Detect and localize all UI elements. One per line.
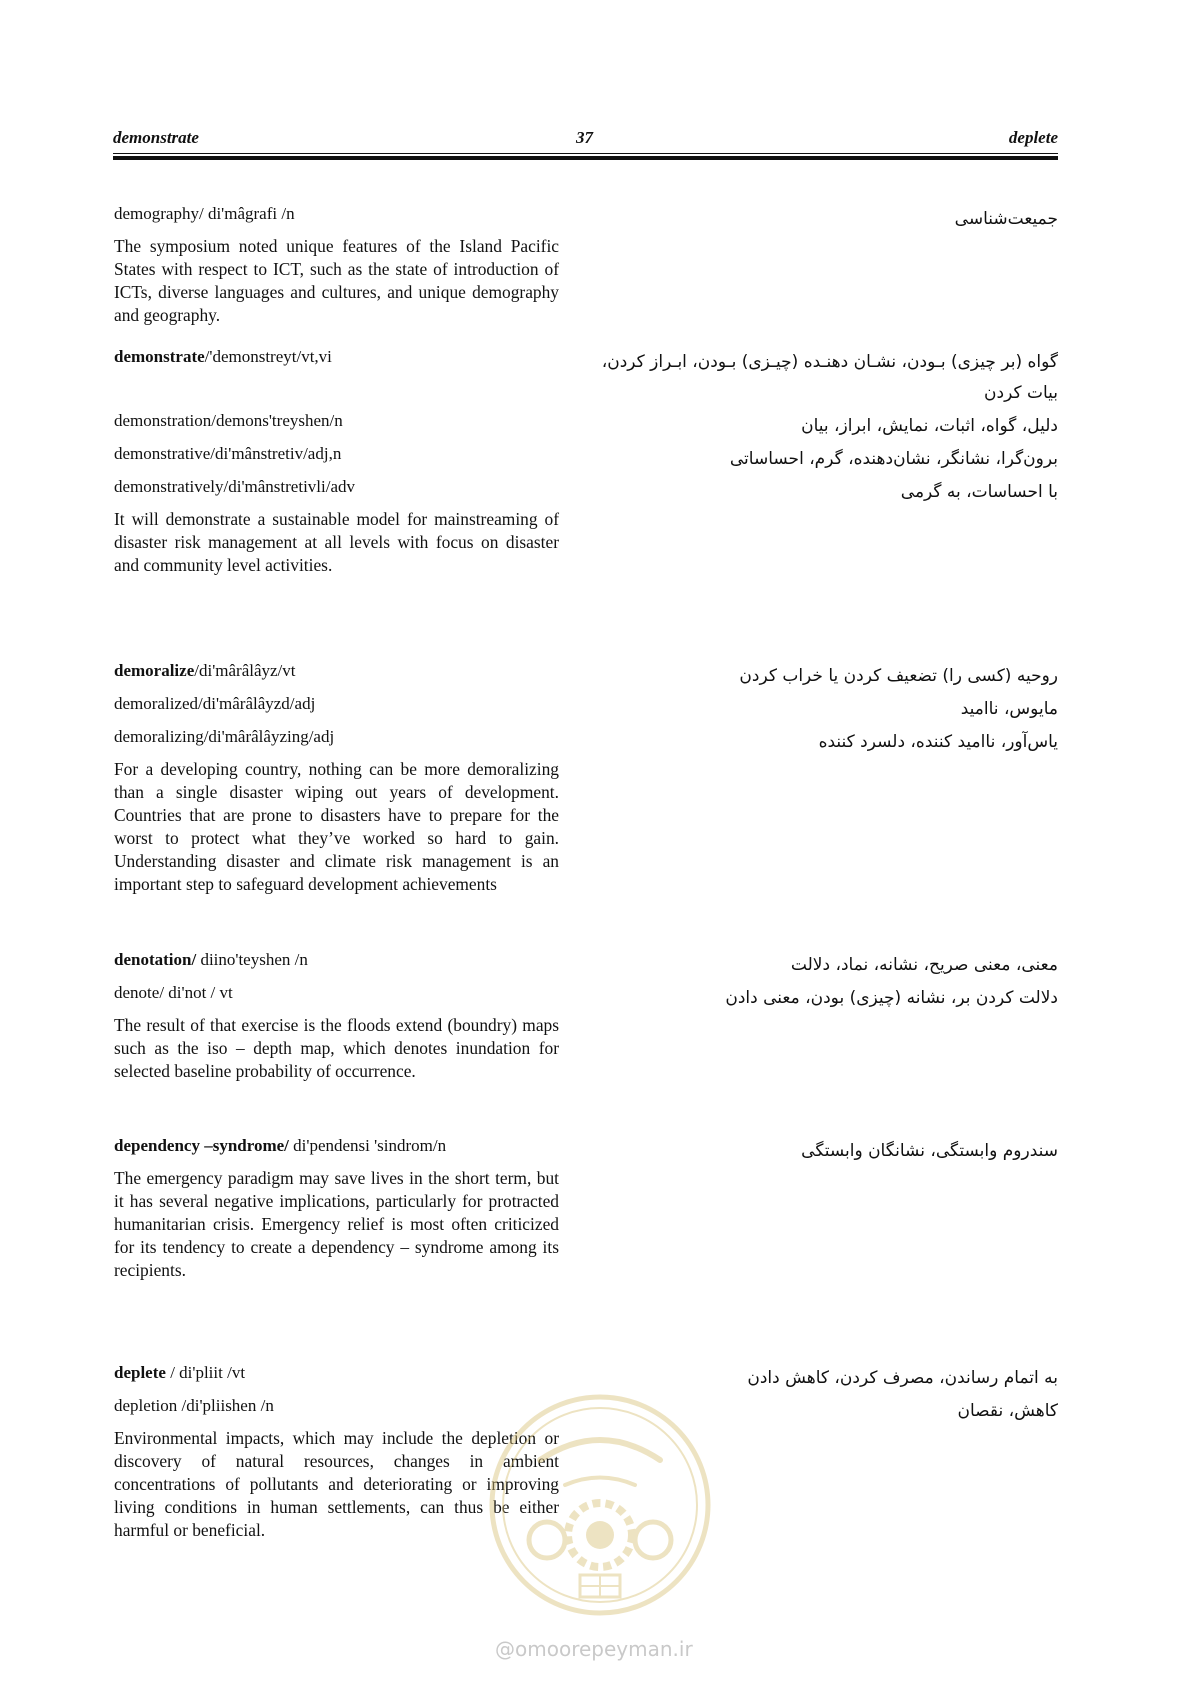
header-last-word: deplete xyxy=(1008,128,1058,147)
persian-definition: یاس‌آور، ناامید کننده، دلسرد کننده xyxy=(818,732,1058,752)
entry-row xyxy=(114,727,1058,760)
entry-row xyxy=(114,477,1058,510)
watermark-site-text: @omoorepeyman.ir xyxy=(495,1637,693,1661)
persian-definition: روحیه (کسی را) تضعیف کردن یا خراب کردن xyxy=(739,666,1058,686)
derived-word: demonstration/demons'treyshen/n xyxy=(114,411,343,430)
example-sentence: The emergency paradigm may save lives in the short term, but it has several negative implications, particularly for protracted humanitarian crisis. Emergency relief is most often criticized for its tendency to create a dependency – syndrome among its recipients. xyxy=(114,1168,559,1280)
derived-word: demoralizing/di'mârâlâyzing/adj xyxy=(114,727,335,746)
derived-word: depletion /di'pliishen /n xyxy=(114,1396,274,1415)
entry-row xyxy=(114,950,1058,983)
entry-row xyxy=(114,444,1058,477)
entry-demography xyxy=(114,204,1058,327)
derived-word: demonstrative/di'mânstretiv/adj,n xyxy=(114,444,342,463)
persian-definition: با احساسات، به گرمی xyxy=(900,482,1058,502)
persian-definition: کاهش، نقصان xyxy=(957,1401,1058,1421)
derived-word: demonstratively/di'mânstretivli/adv xyxy=(114,477,356,496)
headword: dependency –syndrome/ di'pendensi 'sindrom/n xyxy=(114,1136,447,1155)
headword: demography/ di'mâgrafi /n xyxy=(114,204,295,223)
persian-definition: برون‌گرا، نشانگر، نشان‌دهنده، گرم، احساساتی xyxy=(729,449,1058,469)
entry-row xyxy=(114,204,1058,237)
header-rule-thick xyxy=(113,156,1058,160)
headword: denotation/ diino'teyshen /n xyxy=(114,950,308,969)
entry-row xyxy=(114,983,1058,1016)
example-sentence: The result of that exercise is the floods extend (boundry) maps such as the iso – depth map, which denotes inundation for selected baseline probability of occurrence. xyxy=(114,1015,559,1081)
example-sentence: It will demonstrate a sustainable model for mainstreaming of disaster risk management at all levels with focus on disaster and community level activities. xyxy=(114,509,559,575)
header-rule-thin xyxy=(113,153,1058,154)
entry-row xyxy=(114,411,1058,444)
persian-definition: سندروم وابستگی، نشانگان وابستگی xyxy=(801,1141,1058,1161)
headword: deplete / di'pliit /vt xyxy=(114,1363,246,1382)
persian-definition: به اتمام رساندن، مصرف کردن، کاهش دادن xyxy=(747,1368,1058,1388)
entry-demonstrate xyxy=(114,347,1058,577)
header-first-word: demonstrate xyxy=(113,128,199,147)
derived-word: demoralized/di'mârâlâyzd/adj xyxy=(114,694,316,713)
entry-row xyxy=(114,1136,1058,1169)
headword: demonstrate/'demonstreyt/vt,vi xyxy=(114,347,332,366)
derived-word: denote/ di'not / vt xyxy=(114,983,233,1002)
example-sentence: For a developing country, nothing can be more demoralizing than a single disaster wiping out years of development. Countries that are prone to disasters have to prepare for the worst to protect what they’ve worked so hard to gain. Understanding disaster and climate risk management is an important step to safeguard development achievements xyxy=(114,759,559,894)
example-sentence: The symposium noted unique features of the Island Pacific States with respect to ICT, such as the state of introduction of ICTs, diverse languages and cultures, and unique demography and geography. xyxy=(114,236,559,325)
entry-dependency-syndrome xyxy=(114,1136,1058,1282)
persian-definition: جمیعت‌شناسی xyxy=(954,209,1058,229)
entry-row xyxy=(114,661,1058,694)
headword: demoralize/di'mârâlâyz/vt xyxy=(114,661,296,680)
persian-definition: دلالت کردن بر، نشانه (چیزی) بودن، معنی دادن xyxy=(725,988,1058,1008)
entry-row xyxy=(114,347,1058,411)
running-header xyxy=(113,128,1058,158)
persian-definition: گواه (بر چیزی) بـودن، نشـان دهنـده (چیـزی) بـودن، ابـراز کردن، بیات کردن xyxy=(601,352,1058,403)
watermark-seal-icon xyxy=(485,1390,715,1620)
entry-demoralize xyxy=(114,661,1058,896)
entry-denotation xyxy=(114,950,1058,1083)
persian-definition: معنی، معنی صریح، نشانه، نماد، دلالت xyxy=(790,955,1058,975)
entry-row xyxy=(114,694,1058,727)
page-number: 37 xyxy=(576,128,593,147)
example-sentence: Environmental impacts, which may include the depletion or discovery of natural resources, changes in ambient concentrations of pollutants and deteriorating or improving living conditions in human settlements, can thus be either harmful or beneficial. xyxy=(114,1428,559,1540)
persian-definition: دلیل، گواه، اثبات، نمایش، ابراز، بیان xyxy=(801,416,1058,436)
persian-definition: مایوس، ناامید xyxy=(960,699,1058,719)
